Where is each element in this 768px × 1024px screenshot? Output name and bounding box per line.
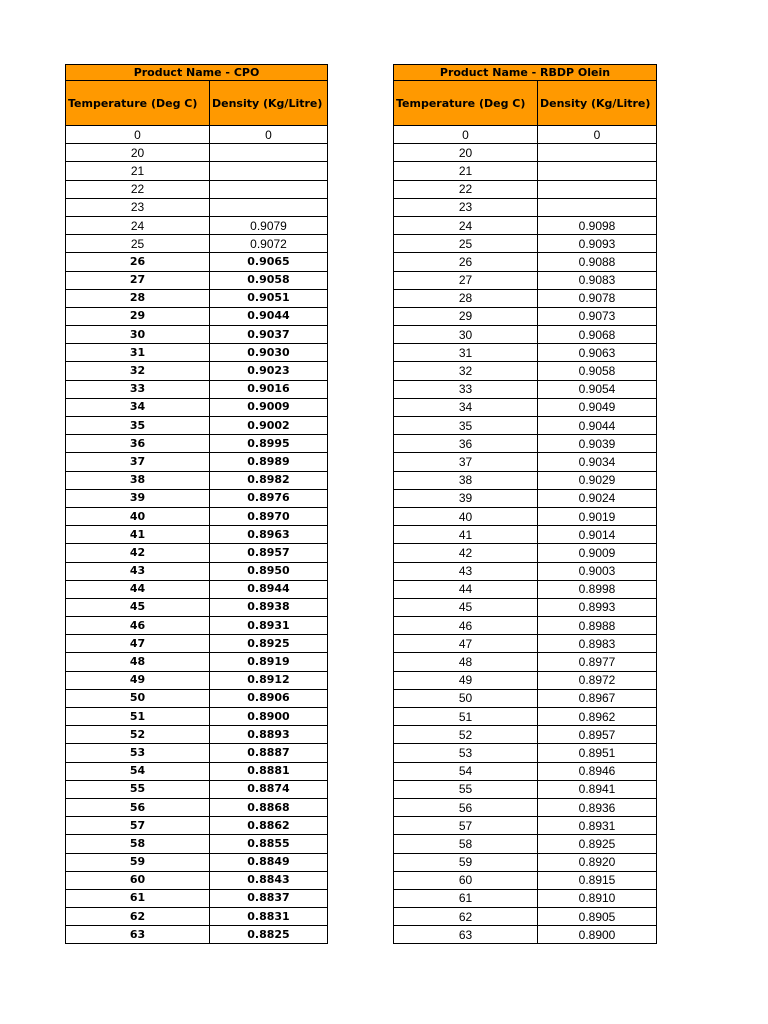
density-cell: 0.8831 — [210, 908, 328, 926]
density-cell: 0.9030 — [210, 344, 328, 362]
table-header-row — [394, 81, 657, 126]
temperature-cell: 43 — [66, 562, 210, 580]
density-cell: 0.9083 — [538, 271, 657, 289]
density-cell: 0.8868 — [210, 798, 328, 816]
density-cell: 0.8946 — [538, 762, 657, 780]
temperature-cell: 21 — [394, 162, 538, 180]
temperature-cell: 33 — [66, 380, 210, 398]
temperature-cell: 49 — [66, 671, 210, 689]
table-row — [66, 507, 328, 525]
density-cell: 0.8967 — [538, 689, 657, 707]
density-cell: 0.9009 — [538, 544, 657, 562]
density-cell: 0.9044 — [210, 307, 328, 325]
table-row — [394, 780, 657, 798]
table-row — [394, 544, 657, 562]
temperature-cell: 50 — [66, 689, 210, 707]
table-row — [66, 453, 328, 471]
column-header-density: Density (Kg/Litre) — [538, 81, 657, 126]
density-cell: 0.8825 — [210, 926, 328, 944]
density-cell: 0.8950 — [210, 562, 328, 580]
table-row — [66, 344, 328, 362]
temperature-cell: 48 — [66, 653, 210, 671]
table-row — [394, 362, 657, 380]
temperature-cell: 59 — [66, 853, 210, 871]
density-cell: 0.8881 — [210, 762, 328, 780]
density-cell: 0.8906 — [210, 689, 328, 707]
table-row — [394, 617, 657, 635]
table-row — [394, 744, 657, 762]
temperature-cell: 41 — [66, 526, 210, 544]
density-cell: 0.9088 — [538, 253, 657, 271]
table-title: Product Name - RBDP Olein — [394, 65, 657, 81]
density-cell: 0.9054 — [538, 380, 657, 398]
density-cell — [210, 180, 328, 198]
temperature-cell: 30 — [394, 326, 538, 344]
temperature-cell: 56 — [66, 798, 210, 816]
table-row — [394, 344, 657, 362]
table-row — [66, 144, 328, 162]
temperature-cell: 48 — [394, 653, 538, 671]
table-row — [66, 762, 328, 780]
density-cell: 0.8900 — [538, 926, 657, 944]
temperature-cell: 38 — [394, 471, 538, 489]
table-row — [66, 817, 328, 835]
table-row — [394, 671, 657, 689]
temperature-cell: 54 — [66, 762, 210, 780]
temperature-cell: 35 — [394, 417, 538, 435]
density-cell: 0.8998 — [538, 580, 657, 598]
temperature-cell: 42 — [66, 544, 210, 562]
table-row — [394, 235, 657, 253]
temperature-cell: 23 — [66, 198, 210, 216]
temperature-cell: 50 — [394, 689, 538, 707]
table-row — [66, 708, 328, 726]
table-body — [66, 126, 328, 944]
temperature-cell: 20 — [394, 144, 538, 162]
temperature-cell: 25 — [394, 235, 538, 253]
table-row — [394, 289, 657, 307]
density-cell: 0.9051 — [210, 289, 328, 307]
table-title-row — [394, 65, 657, 81]
table-row — [394, 598, 657, 616]
table-row — [66, 326, 328, 344]
density-cell: 0.8944 — [210, 580, 328, 598]
temperature-cell: 25 — [66, 235, 210, 253]
table-row — [66, 689, 328, 707]
temperature-cell: 28 — [66, 289, 210, 307]
temperature-cell: 26 — [66, 253, 210, 271]
table-row — [66, 162, 328, 180]
table-row — [66, 908, 328, 926]
table-row — [394, 180, 657, 198]
temperature-cell: 52 — [66, 726, 210, 744]
temperature-cell: 54 — [394, 762, 538, 780]
density-cell: 0.8957 — [538, 726, 657, 744]
density-cell: 0.8957 — [210, 544, 328, 562]
temperature-cell: 47 — [66, 635, 210, 653]
temperature-cell: 40 — [66, 507, 210, 525]
temperature-cell: 51 — [66, 708, 210, 726]
density-cell: 0.8938 — [210, 598, 328, 616]
density-cell: 0.8976 — [210, 489, 328, 507]
temperature-cell: 34 — [394, 398, 538, 416]
table-row — [66, 744, 328, 762]
table-row — [66, 780, 328, 798]
table-row — [394, 471, 657, 489]
temperature-cell: 44 — [66, 580, 210, 598]
temperature-cell: 60 — [394, 871, 538, 889]
table-row — [66, 126, 328, 144]
density-cell — [538, 162, 657, 180]
table-row — [66, 598, 328, 616]
table-row — [394, 726, 657, 744]
table-row — [66, 435, 328, 453]
table-row — [394, 380, 657, 398]
density-cell: 0.8849 — [210, 853, 328, 871]
temperature-cell: 44 — [394, 580, 538, 598]
table-row — [394, 398, 657, 416]
density-cell: 0.8989 — [210, 453, 328, 471]
temperature-cell: 53 — [394, 744, 538, 762]
column-header-temperature: Temperature (Deg C) — [394, 81, 538, 126]
temperature-cell: 45 — [66, 598, 210, 616]
table-row — [66, 726, 328, 744]
density-cell: 0.8936 — [538, 798, 657, 816]
table-row — [394, 708, 657, 726]
temperature-cell: 28 — [394, 289, 538, 307]
temperature-cell: 26 — [394, 253, 538, 271]
density-cell: 0.8970 — [210, 507, 328, 525]
density-cell: 0 — [210, 126, 328, 144]
density-cell: 0.9023 — [210, 362, 328, 380]
table-row — [394, 817, 657, 835]
temperature-cell: 51 — [394, 708, 538, 726]
temperature-cell: 30 — [66, 326, 210, 344]
density-cell: 0.9072 — [210, 235, 328, 253]
temperature-cell: 55 — [394, 780, 538, 798]
density-cell: 0.8920 — [538, 853, 657, 871]
temperature-cell: 39 — [394, 489, 538, 507]
density-cell: 0.8993 — [538, 598, 657, 616]
table-row — [394, 889, 657, 907]
table-row — [66, 653, 328, 671]
table-title-row — [66, 65, 328, 81]
temperature-cell: 32 — [394, 362, 538, 380]
density-cell: 0.8915 — [538, 871, 657, 889]
density-cell: 0.8919 — [210, 653, 328, 671]
density-cell: 0.8962 — [538, 708, 657, 726]
temperature-cell: 61 — [394, 889, 538, 907]
temperature-cell: 20 — [66, 144, 210, 162]
temperature-cell: 40 — [394, 507, 538, 525]
temperature-cell: 31 — [66, 344, 210, 362]
temperature-cell: 56 — [394, 798, 538, 816]
temperature-cell: 41 — [394, 526, 538, 544]
temperature-cell: 27 — [394, 271, 538, 289]
density-cell: 0.9065 — [210, 253, 328, 271]
table-row — [66, 198, 328, 216]
temperature-cell: 22 — [394, 180, 538, 198]
table-row — [66, 635, 328, 653]
table-row — [66, 798, 328, 816]
temperature-cell: 31 — [394, 344, 538, 362]
temperature-cell: 62 — [394, 908, 538, 926]
table-row — [66, 271, 328, 289]
temperature-cell: 36 — [66, 435, 210, 453]
density-cell: 0.9002 — [210, 417, 328, 435]
table-row — [394, 853, 657, 871]
table-row — [394, 926, 657, 944]
density-cell: 0.9049 — [538, 398, 657, 416]
table-row — [394, 798, 657, 816]
density-cell: 0.8862 — [210, 817, 328, 835]
temperature-cell: 60 — [66, 871, 210, 889]
density-cell: 0.9044 — [538, 417, 657, 435]
table-row — [66, 889, 328, 907]
temperature-cell: 62 — [66, 908, 210, 926]
density-cell: 0.9098 — [538, 216, 657, 234]
table-row — [394, 198, 657, 216]
table-row — [66, 489, 328, 507]
density-cell: 0 — [538, 126, 657, 144]
density-cell: 0.8972 — [538, 671, 657, 689]
density-cell: 0.9024 — [538, 489, 657, 507]
temperature-cell: 37 — [66, 453, 210, 471]
density-cell: 0.9068 — [538, 326, 657, 344]
density-cell — [538, 144, 657, 162]
table-row — [394, 162, 657, 180]
density-cell: 0.8837 — [210, 889, 328, 907]
temperature-cell: 0 — [66, 126, 210, 144]
temperature-cell: 22 — [66, 180, 210, 198]
column-header-temperature: Temperature (Deg C) — [66, 81, 210, 126]
table-row — [394, 762, 657, 780]
density-cell: 0.9058 — [210, 271, 328, 289]
table-row — [394, 871, 657, 889]
temperature-cell: 58 — [66, 835, 210, 853]
temperature-cell: 0 — [394, 126, 538, 144]
temperature-cell: 46 — [394, 617, 538, 635]
density-cell: 0.8855 — [210, 835, 328, 853]
table-row — [66, 544, 328, 562]
table-row — [66, 526, 328, 544]
table-row — [66, 380, 328, 398]
table-row — [394, 635, 657, 653]
density-cell: 0.8983 — [538, 635, 657, 653]
temperature-cell: 29 — [394, 307, 538, 325]
temperature-cell: 37 — [394, 453, 538, 471]
temperature-cell: 55 — [66, 780, 210, 798]
temperature-cell: 24 — [66, 216, 210, 234]
table-row — [394, 253, 657, 271]
temperature-cell: 52 — [394, 726, 538, 744]
table-row — [66, 671, 328, 689]
temperature-cell: 49 — [394, 671, 538, 689]
table-row — [394, 216, 657, 234]
table-row — [66, 307, 328, 325]
density-cell: 0.9078 — [538, 289, 657, 307]
density-cell: 0.8941 — [538, 780, 657, 798]
density-cell: 0.9019 — [538, 507, 657, 525]
density-cell: 0.8912 — [210, 671, 328, 689]
density-cell — [210, 144, 328, 162]
temperature-cell: 38 — [66, 471, 210, 489]
density-cell: 0.8951 — [538, 744, 657, 762]
density-cell: 0.8925 — [210, 635, 328, 653]
temperature-cell: 47 — [394, 635, 538, 653]
table-row — [66, 835, 328, 853]
temperature-cell: 29 — [66, 307, 210, 325]
density-cell: 0.9029 — [538, 471, 657, 489]
table-row — [394, 653, 657, 671]
table-row — [394, 271, 657, 289]
temperature-cell: 27 — [66, 271, 210, 289]
density-cell: 0.8887 — [210, 744, 328, 762]
temperature-cell: 35 — [66, 417, 210, 435]
table-row — [394, 580, 657, 598]
table-title: Product Name - CPO — [66, 65, 328, 81]
density-cell: 0.9003 — [538, 562, 657, 580]
table-row — [394, 689, 657, 707]
table-row — [66, 180, 328, 198]
table-row — [66, 398, 328, 416]
density-cell: 0.8982 — [210, 471, 328, 489]
density-cell: 0.8963 — [210, 526, 328, 544]
density-cell: 0.9039 — [538, 435, 657, 453]
temperature-cell: 21 — [66, 162, 210, 180]
temperature-cell: 24 — [394, 216, 538, 234]
table-body — [394, 126, 657, 944]
density-cell: 0.9037 — [210, 326, 328, 344]
table-row — [66, 617, 328, 635]
density-cell: 0.9093 — [538, 235, 657, 253]
table-row — [66, 926, 328, 944]
density-cell: 0.9009 — [210, 398, 328, 416]
temperature-cell: 34 — [66, 398, 210, 416]
density-cell: 0.9079 — [210, 216, 328, 234]
table-row — [394, 526, 657, 544]
density-cell: 0.8843 — [210, 871, 328, 889]
density-cell: 0.9034 — [538, 453, 657, 471]
table-header-row — [66, 81, 328, 126]
table-row — [66, 471, 328, 489]
density-cell: 0.8893 — [210, 726, 328, 744]
table-row — [66, 289, 328, 307]
density-cell: 0.8905 — [538, 908, 657, 926]
temperature-cell: 45 — [394, 598, 538, 616]
table-row — [394, 326, 657, 344]
density-cell: 0.8910 — [538, 889, 657, 907]
density-cell: 0.8874 — [210, 780, 328, 798]
cpo-density-table — [65, 64, 328, 944]
temperature-cell: 32 — [66, 362, 210, 380]
table-row — [394, 835, 657, 853]
table-row — [66, 216, 328, 234]
table-row — [394, 417, 657, 435]
temperature-cell: 57 — [66, 817, 210, 835]
density-cell: 0.8988 — [538, 617, 657, 635]
density-cell: 0.9063 — [538, 344, 657, 362]
table-row — [66, 871, 328, 889]
density-cell: 0.8995 — [210, 435, 328, 453]
column-header-density: Density (Kg/Litre) — [210, 81, 328, 126]
table-row — [66, 853, 328, 871]
density-cell — [210, 198, 328, 216]
density-cell — [538, 180, 657, 198]
table-row — [66, 235, 328, 253]
table-row — [394, 489, 657, 507]
temperature-cell: 42 — [394, 544, 538, 562]
density-cell — [210, 162, 328, 180]
density-cell: 0.9058 — [538, 362, 657, 380]
temperature-cell: 46 — [66, 617, 210, 635]
table-row — [66, 580, 328, 598]
table-row — [66, 562, 328, 580]
temperature-cell: 43 — [394, 562, 538, 580]
table-row — [66, 417, 328, 435]
temperature-cell: 36 — [394, 435, 538, 453]
density-cell: 0.9014 — [538, 526, 657, 544]
rbdp-olein-density-table — [393, 64, 657, 944]
table-row — [394, 126, 657, 144]
density-cell: 0.8931 — [538, 817, 657, 835]
density-cell: 0.8900 — [210, 708, 328, 726]
table-row — [394, 507, 657, 525]
table-row — [394, 435, 657, 453]
temperature-cell: 58 — [394, 835, 538, 853]
density-cell: 0.8925 — [538, 835, 657, 853]
temperature-cell: 33 — [394, 380, 538, 398]
table-row — [394, 453, 657, 471]
temperature-cell: 23 — [394, 198, 538, 216]
temperature-cell: 59 — [394, 853, 538, 871]
temperature-cell: 57 — [394, 817, 538, 835]
temperature-cell: 63 — [394, 926, 538, 944]
density-cell: 0.9073 — [538, 307, 657, 325]
table-row — [394, 562, 657, 580]
density-cell — [538, 198, 657, 216]
density-cell: 0.8977 — [538, 653, 657, 671]
table-row — [394, 307, 657, 325]
table-row — [394, 908, 657, 926]
temperature-cell: 53 — [66, 744, 210, 762]
density-cell: 0.9016 — [210, 380, 328, 398]
density-cell: 0.8931 — [210, 617, 328, 635]
temperature-cell: 61 — [66, 889, 210, 907]
temperature-cell: 63 — [66, 926, 210, 944]
table-row — [394, 144, 657, 162]
table-row — [66, 362, 328, 380]
table-row — [66, 253, 328, 271]
temperature-cell: 39 — [66, 489, 210, 507]
